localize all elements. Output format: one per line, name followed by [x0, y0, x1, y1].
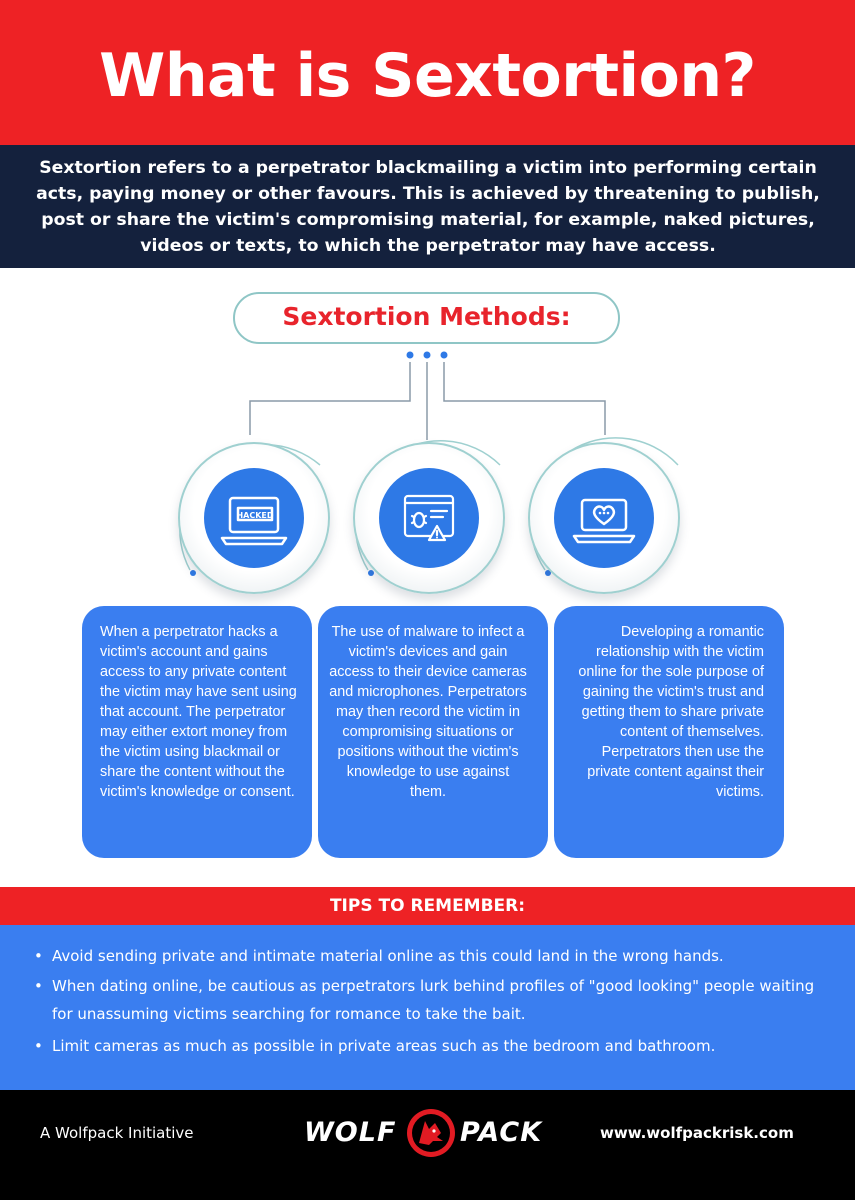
tip-item [34, 972, 824, 1028]
method-2-icon-circle [379, 468, 479, 568]
intro-paragraph: Sextortion refers to a perpetrator blackmailing a victim into performing certain acts, paying money or other favours. This is achieved by threatening to publish, post or share the victim's compromising material, for example, naked pictures, videos or texts, to which the perpetrator may have access. [36, 158, 820, 256]
tips-title: TIPS TO REMEMBER: [329, 896, 526, 916]
tip-text: When dating online, be cautious as perpetrators lurk behind profiles of "good looking" people waiting for unassuming victims searching for romance to take the bait. [52, 977, 815, 1023]
method-1-icon-circle [204, 468, 304, 568]
method-3-badge [528, 442, 680, 594]
method-3-icon-circle [554, 468, 654, 568]
malware-bug-icon [379, 468, 479, 568]
method-1-description: When a perpetrator hacks a victim's account and gains access to any private content the victim may have sent using that account. The perpetrator may either extort money from the victim using blackmail or share the content without the victim's knowledge or consent. [100, 624, 297, 800]
logo-wordmark-right: PACK [460, 1117, 543, 1148]
bullet-icon: • [34, 977, 43, 995]
tip-item [34, 942, 824, 970]
method-2-badge [353, 442, 505, 594]
logo-wordmark-left: WOLF [304, 1117, 397, 1148]
romance-chat-laptop-icon [554, 468, 654, 568]
method-2-description: The use of malware to infect a victim's devices and gain access to their device cameras and microphones. Perpetrators may then record the victim in compromising situations or positions without the victim's knowledge to use against them. [329, 624, 527, 800]
tip-item [34, 1032, 824, 1060]
footer-initiative-text: A Wolfpack Initiative [40, 1124, 194, 1142]
hacked-laptop-icon [204, 468, 304, 568]
website-link[interactable]: www.wolfpackrisk.com [600, 1124, 794, 1142]
method-1-badge [178, 442, 330, 594]
hacked-label: HACKED [236, 511, 274, 520]
method-3-description: Developing a romantic relationship with the victim online for the sole purpose of gaining the victim's trust and getting them to share private content of themselves. Perpetrators then use the private content against their victims. [578, 624, 764, 800]
tip-text: Limit cameras as much as possible in private areas such as the bedroom and bathroom. [52, 1037, 716, 1055]
page-title: What is Sextortion? [99, 41, 756, 111]
bullet-icon: • [34, 1037, 43, 1055]
tip-text: Avoid sending private and intimate material online as this could land in the wrong hands. [52, 947, 724, 965]
wolf-logo-icon [405, 1107, 457, 1159]
methods-title: Sextortion Methods: [282, 302, 571, 331]
bullet-icon: • [34, 947, 43, 965]
